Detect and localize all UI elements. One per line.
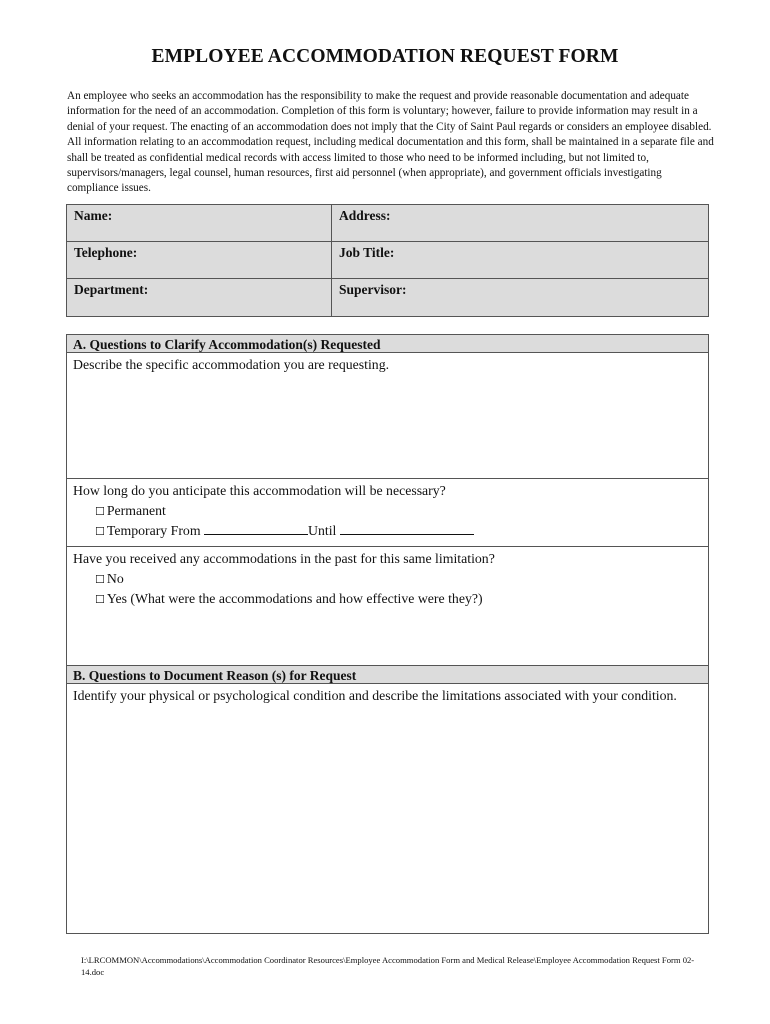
checkbox-icon[interactable]: ☐ bbox=[95, 504, 105, 518]
checkbox-icon[interactable]: ☐ bbox=[95, 572, 105, 586]
address-field[interactable]: Address: bbox=[332, 205, 708, 242]
form-title: EMPLOYEE ACCOMMODATION REQUEST FORM bbox=[151, 46, 619, 67]
no-label: No bbox=[106, 570, 124, 586]
job-title-field[interactable]: Job Title: bbox=[332, 242, 708, 279]
checkbox-icon[interactable]: ☐ bbox=[95, 525, 105, 538]
yes-label: Yes (What were the accommodations and how effective were they?) bbox=[106, 591, 483, 606]
duration-question: How long do you anticipate this accommodation will be necessary? bbox=[73, 483, 446, 498]
accommodation-description-block[interactable] bbox=[67, 353, 708, 479]
temporary-from-label: Temporary From bbox=[106, 523, 201, 538]
telephone-field[interactable]: Telephone: bbox=[67, 242, 332, 279]
duration-block bbox=[67, 479, 708, 547]
name-field[interactable]: Name: bbox=[67, 205, 332, 242]
questions-section bbox=[66, 334, 709, 934]
employee-info-table bbox=[66, 204, 709, 317]
from-date-line[interactable] bbox=[204, 521, 308, 535]
permanent-label: Permanent bbox=[106, 502, 166, 518]
until-label: Until bbox=[308, 523, 337, 538]
past-accommodation-block bbox=[67, 547, 708, 666]
condition-question: Identify your physical or psychological condition and describe the limitations associated with your condition. bbox=[73, 688, 677, 703]
file-path-footer: I:\LRCOMMON\Accommodations\Accommodation Coordinator Resources\Employee Accommodation Form and Medical Release\Employee Accommodation Request Form 02-14.doc bbox=[81, 955, 695, 977]
section-b-header: B. Questions to Document Reason (s) for Request bbox=[67, 666, 708, 684]
intro-paragraph: An employee who seeks an accommodation has the responsibility to make the request and provide reasonable documentation and adequate information for the need of an accommodation. Completion of this form is voluntary; however, failure to provide information may result in a denial of your request. The enacting of an accommodation does not imply that the City of Saint Paul regards or considers an employee disabled. All information relating to an accommodation request, including medical documentation and this form, shall be maintained in a separate file and shall be treated as confidential medical records with access limited to those who need to be informed including, but not limited to, supervisors/managers, legal counsel, human resources, first aid personnel (when appropriate), and government officials investigating compliance issues. bbox=[67, 90, 714, 195]
until-date-line[interactable] bbox=[340, 521, 474, 535]
yes-option[interactable] bbox=[73, 589, 702, 610]
condition-block[interactable] bbox=[67, 684, 708, 932]
past-accommodation-question: Have you received any accommodations in the past for this same limitation? bbox=[73, 551, 495, 566]
supervisor-field[interactable]: Supervisor: bbox=[339, 282, 407, 297]
no-option[interactable] bbox=[73, 569, 702, 590]
accommodation-description-question: Describe the specific accommodation you are requesting. bbox=[73, 357, 390, 372]
permanent-option[interactable] bbox=[73, 501, 702, 522]
checkbox-icon[interactable]: ☐ bbox=[95, 593, 105, 606]
section-a-header: A. Questions to Clarify Accommodation(s) Requested bbox=[67, 335, 708, 353]
temporary-option[interactable] bbox=[73, 521, 702, 542]
department-field[interactable]: Department: bbox=[67, 279, 332, 316]
